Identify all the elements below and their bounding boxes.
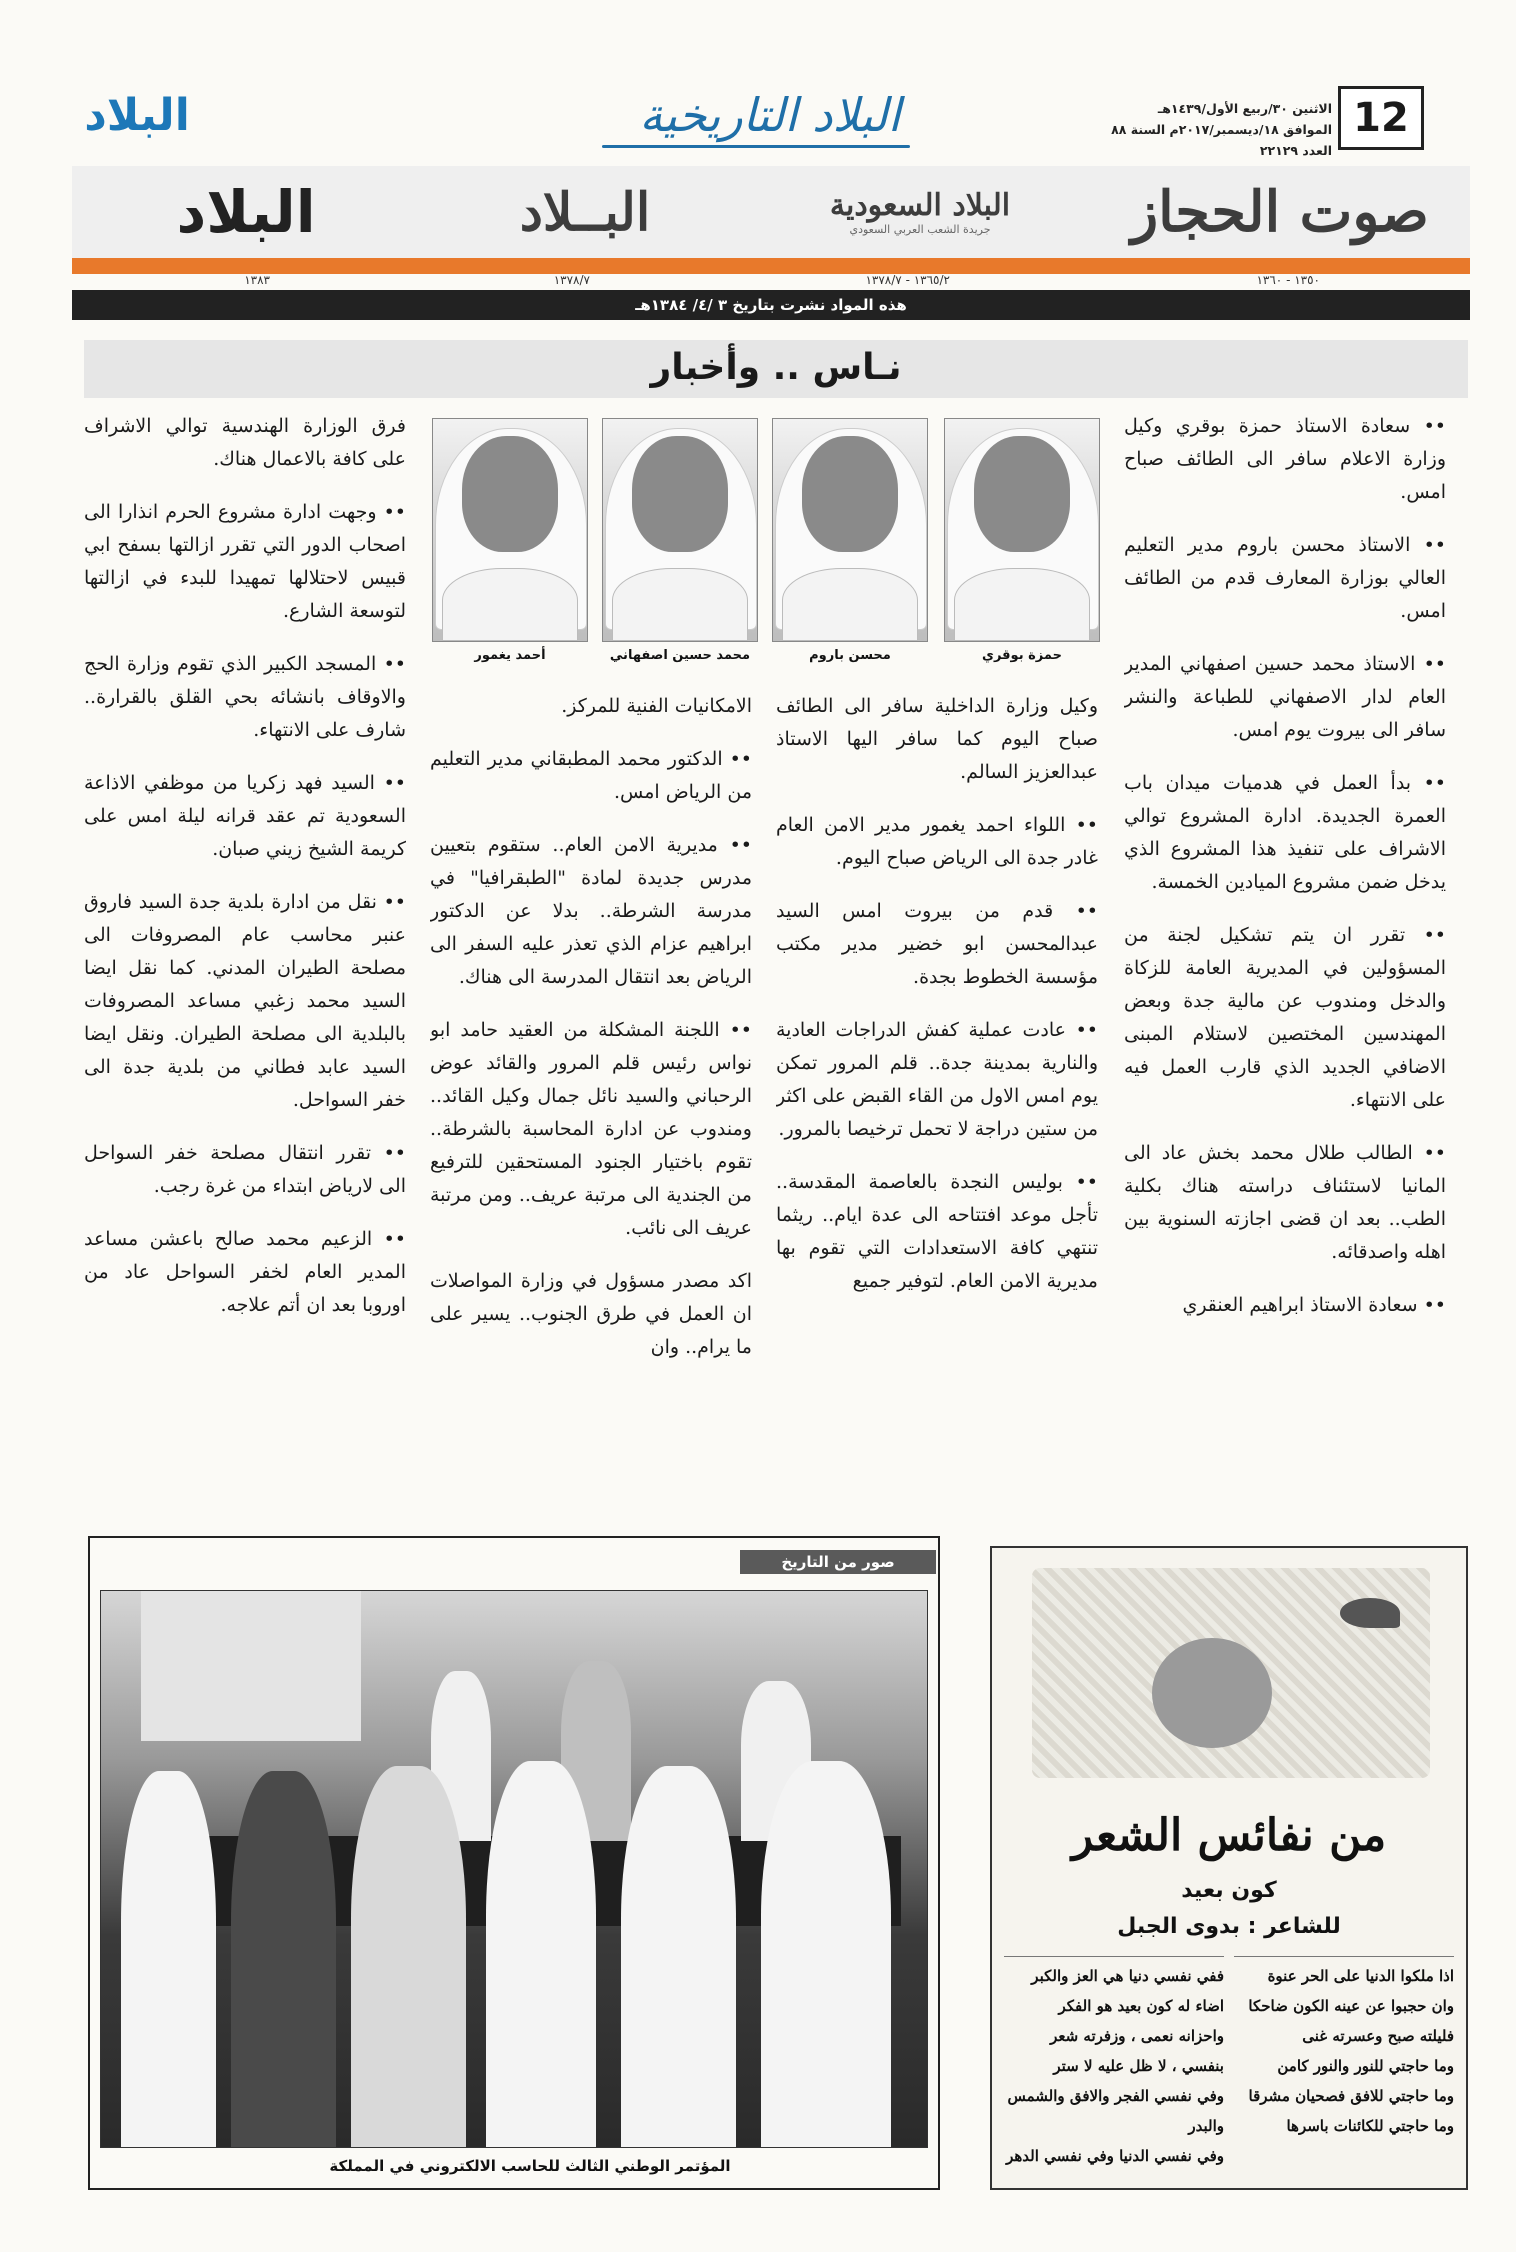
series-title-text: البلاد التاريخية [639, 88, 901, 142]
section-title: نـاس .. وأخبار [84, 340, 1468, 398]
poem-line: فليلته صبح وعسرته غنى [1302, 2027, 1454, 2045]
portrait-hamza-bogari [944, 418, 1100, 642]
news-column-4 [84, 410, 406, 1510]
news-item: •• اللواء احمد يغمور مدير الامن العام غادر جدة الى الرياض صباح اليوم. [776, 814, 1098, 869]
history-photo-caption: المؤتمر الوطني الثالث للحاسب الالكتروني في المملكة [329, 2157, 731, 2175]
masthead-name: البلاد [176, 178, 316, 246]
portrait-mohsen-baroom [772, 418, 928, 642]
newspaper-logo: البلاد [84, 90, 190, 141]
poem-column-left [1004, 1956, 1224, 2178]
news-item: •• سعادة الاستاذ حمزة بوقري وكيل وزارة الاعلام سافر الى الطائف صباح امس. [1124, 415, 1446, 503]
masthead-divider-bar [72, 258, 1470, 274]
years-sawt-alhijaz: ١٣٥٠ - ١٣٦٠ [1256, 273, 1320, 287]
caption-ahmed-yaghmour: أحمد يغمور [474, 648, 546, 663]
portrait-mohammed-isfahani [602, 418, 758, 642]
portrait-ahmed-yaghmour [432, 418, 588, 642]
news-item: •• اللجنة المشكلة من العقيد حامد ابو نواس رئيس قلم المرور والقائد عوض الرحباني والسيد نائل جمال وكيل القائد.. ومندوب عن ادارة المحاسبة بالشرطة.. تقوم باختيار الجنود المستحقين للترفيع من الجندية الى مرتبة عريف.. ومن مرتبة عريف الى نائب. [430, 1019, 752, 1239]
masthead-name: صوت الحجاز [1131, 179, 1429, 245]
news-item: •• وجهت ادارة مشروع الحرم انذارا الى اصحاب الدور التي تقرر ازالتها بسفح ابي قبيس لاحتلالها تمهيدا للبدء في ازالتها لتوسعة الشارع. [84, 501, 406, 622]
date-line-gregorian: الموافق ١٨/ديسمبر/٢٠١٧م السنة ٨٨ العدد ٢٢١٢٩ [1111, 122, 1332, 158]
news-column-1 [1124, 410, 1446, 1510]
poem-line: بنفسي ، لا ظل عليه لا ستر [1053, 2057, 1224, 2075]
news-item: •• تقرر انتقال مصلحة خفر السواحل الى لارياض ابتداء من غرة رجب. [84, 1142, 406, 1197]
poem-title: من نفائس الشعر [1071, 1810, 1387, 1861]
conference-group-photo [100, 1590, 928, 2148]
poem-line: ففي نفسي دنيا هي العز والكبر [1031, 1967, 1224, 1985]
poem-box [990, 1546, 1468, 2190]
date-line [1100, 98, 1332, 158]
bird-icon [1340, 1598, 1400, 1628]
poem-column-right [1234, 1956, 1454, 2178]
news-item: •• الزعيم محمد صالح باعشن مساعد المدير العام لخفر السواحل عاد من اوروبا بعد ان أتم علاجه. [84, 1228, 406, 1316]
standing-figure [351, 1766, 466, 2148]
poem-line: وفي نفسي الفجر والافق والشمس والبدر [1007, 2087, 1224, 2135]
poem-subtitle: كون بعيد [1181, 1878, 1277, 1903]
standing-figure [121, 1771, 216, 2148]
news-column-3 [430, 690, 752, 1510]
title-swash-decoration [602, 145, 910, 148]
news-item: وكيل وزارة الداخلية سافر الى الطائف صباح اليوم كما سافر اليها الاستاذ عبدالعزيز السالم. [776, 695, 1098, 783]
caption-mohsen-baroom: محسن باروم [809, 648, 891, 663]
masthead-albilad-alsaudia [750, 166, 1090, 258]
poem-illustration [1032, 1568, 1430, 1778]
poem-line: وما حاجتي للافق فصحيان مشرقا [1248, 2087, 1454, 2105]
news-item: الامكانيات الفنية للمركز. [561, 695, 752, 717]
standing-figure [486, 1761, 596, 2148]
news-item: •• الاستاذ محمد حسين اصفهاني المدير العام لدار الاصفهاني للطباعة والنشر سافر الى بيروت يوم امس. [1124, 653, 1446, 741]
backdrop-board [141, 1591, 361, 1741]
news-item: فرق الوزارة الهندسية توالي الاشراف على كافة بالاعمال هناك. [84, 415, 406, 470]
news-item: •• سعادة الاستاذ ابراهيم العنقري [1182, 1294, 1446, 1316]
page-number: 12 [1338, 86, 1424, 150]
caption-mohammed-isfahani: محمد حسين اصفهاني [609, 648, 751, 663]
standing-figure [231, 1771, 336, 2148]
news-item: •• مديرية الامن العام.. ستقوم بتعيين مدرس جديدة لمادة "الطبقرافيا" في مدرسة الشرطة.. بدلا عن الدكتور ابراهيم عزام الذي تعذر عليه السفر الى الرياض بعد انتقال المدرسة الى هناك. [430, 834, 752, 988]
years-albilad-alsaudia: ١٣٦٥/٢ - ١٣٧٨/٧ [865, 273, 950, 287]
figures-illustration [1152, 1638, 1272, 1748]
poem-line: اضاء له كون بعيد هو الفكر [1058, 1997, 1224, 2015]
publication-date-notice: هذه المواد نشرت بتاريخ ٣ /٤/ ١٣٨٤هـ [72, 290, 1470, 320]
masthead-sawt-alhijaz [1090, 166, 1470, 258]
masthead-subtitle: جريدة الشعب العربي السعودي [849, 223, 991, 236]
news-item: •• الدكتور محمد المطبقاني مدير التعليم من الرياض امس. [430, 748, 752, 803]
years-albilad-1383: ١٣٨٣ [244, 273, 270, 287]
news-item: اكد مصدر مسؤول في وزارة المواصلات ان العمل في طرق الجنوب.. يسير على ما يرام.. وان [430, 1270, 752, 1358]
news-item: •• قدم من بيروت امس السيد عبدالمحسن ابو خضير مدير مكتب مؤسسة الخطوط بجدة. [776, 900, 1098, 988]
masthead-albilad-1383 [72, 166, 420, 258]
poem-line: وما حاجتي للنور والنور كامن [1277, 2057, 1454, 2075]
standing-figure [621, 1766, 736, 2148]
masthead-albilad-1378 [420, 166, 750, 258]
masthead-name: البــلاد [519, 181, 651, 243]
news-item: •• الاستاذ محسن باروم مدير التعليم العالي بوزارة المعارف قدم من الطائف امس. [1124, 534, 1446, 622]
poem-line: وما حاجتي للكائنات باسرها [1286, 2117, 1454, 2135]
history-section-label: صور من التاريخ [740, 1550, 936, 1574]
standing-figure [761, 1761, 891, 2148]
poem-verses [1004, 1956, 1454, 2178]
news-item: •• بدأ العمل في هدميات ميدان باب العمرة الجديدة. ادارة المشروع توالي الاشراف على تنفيذ هذا المشروع الذي يدخل ضمن مشروع الميادين الخمسة. [1124, 772, 1446, 893]
news-column-2 [776, 690, 1098, 1510]
poem-line: وان حجبوا عن عينه الكون ضاحكا [1248, 1997, 1454, 2015]
news-item: •• المسجد الكبير الذي تقوم وزارة الحج والاوقاف بانشائه بحي القلق بالقرارة.. شارف على الانتهاء. [84, 653, 406, 741]
poem-line: واحزانه نعمى ، وزفرته شعر [1050, 2027, 1224, 2045]
caption-hamza-bogari: حمزة بوقري [982, 648, 1062, 663]
years-albilad-1378: ١٣٧٨/٧ [553, 273, 590, 287]
poem-author: للشاعر : بدوى الجبل [1117, 1914, 1341, 1939]
series-title [590, 80, 950, 154]
news-item: •• السيد فهد زكريا من موظفي الاذاعة السعودية تم عقد قرانه ليلة امس على كريمة الشيخ زيني صبان. [84, 772, 406, 860]
masthead-name: البلاد السعودية [829, 188, 1011, 223]
poem-line: وفي نفسي الدنيا وفي نفسي الدهر [1006, 2147, 1224, 2165]
news-item: •• بوليس النجدة بالعاصمة المقدسة.. تأجل موعد افتتاحه الى عدة ايام.. ريثما تنتهي كافة الاستعدادات التي تقوم بها مديرية الامن العام. لتوفير جميع [776, 1171, 1098, 1292]
masthead-years [72, 274, 1470, 288]
news-item: •• تقرر ان يتم تشكيل لجنة من المسؤولين في المديرية العامة للزكاة والدخل ومندوب عن مالية جدة وبعض المهندسين المختصين لاستلام المبنى الاضافي الجديد الذي قارب العمل فيه على الانتهاء. [1124, 924, 1446, 1111]
poem-line: اذا ملكوا الدنيا على الحر عنوة [1267, 1967, 1454, 1985]
date-line-hijri: الاثنين ٣٠/ربيع الأول/١٤٣٩هـ [1157, 101, 1332, 116]
news-item: •• عادت عملية كفش الدراجات العادية والنارية بمدينة جدة.. قلم المرور تمكن يوم امس الاول من القاء القبض على اكثر من ستين دراجة لا تحمل ترخيصا بالمرور. [776, 1019, 1098, 1140]
news-item: •• نقل من ادارة بلدية جدة السيد فاروق عنبر محاسب عام المصروفات الى مصلحة الطيران المدني. كما نقل ايضا السيد محمد زغبي مساعد المصروفات بالبلدية الى مصلحة الطيران. ونقل ايضا السيد عابد فطاني من بلدية جدة الى خفر السواحل. [84, 891, 406, 1111]
news-item: •• الطالب طلال محمد بخش عاد الى المانيا لاستئناف دراسته هناك بكلية الطب.. بعد ان قضى اجازته السنوية بين اهله واصدقائه. [1124, 1142, 1446, 1263]
historic-mastheads [72, 166, 1470, 258]
